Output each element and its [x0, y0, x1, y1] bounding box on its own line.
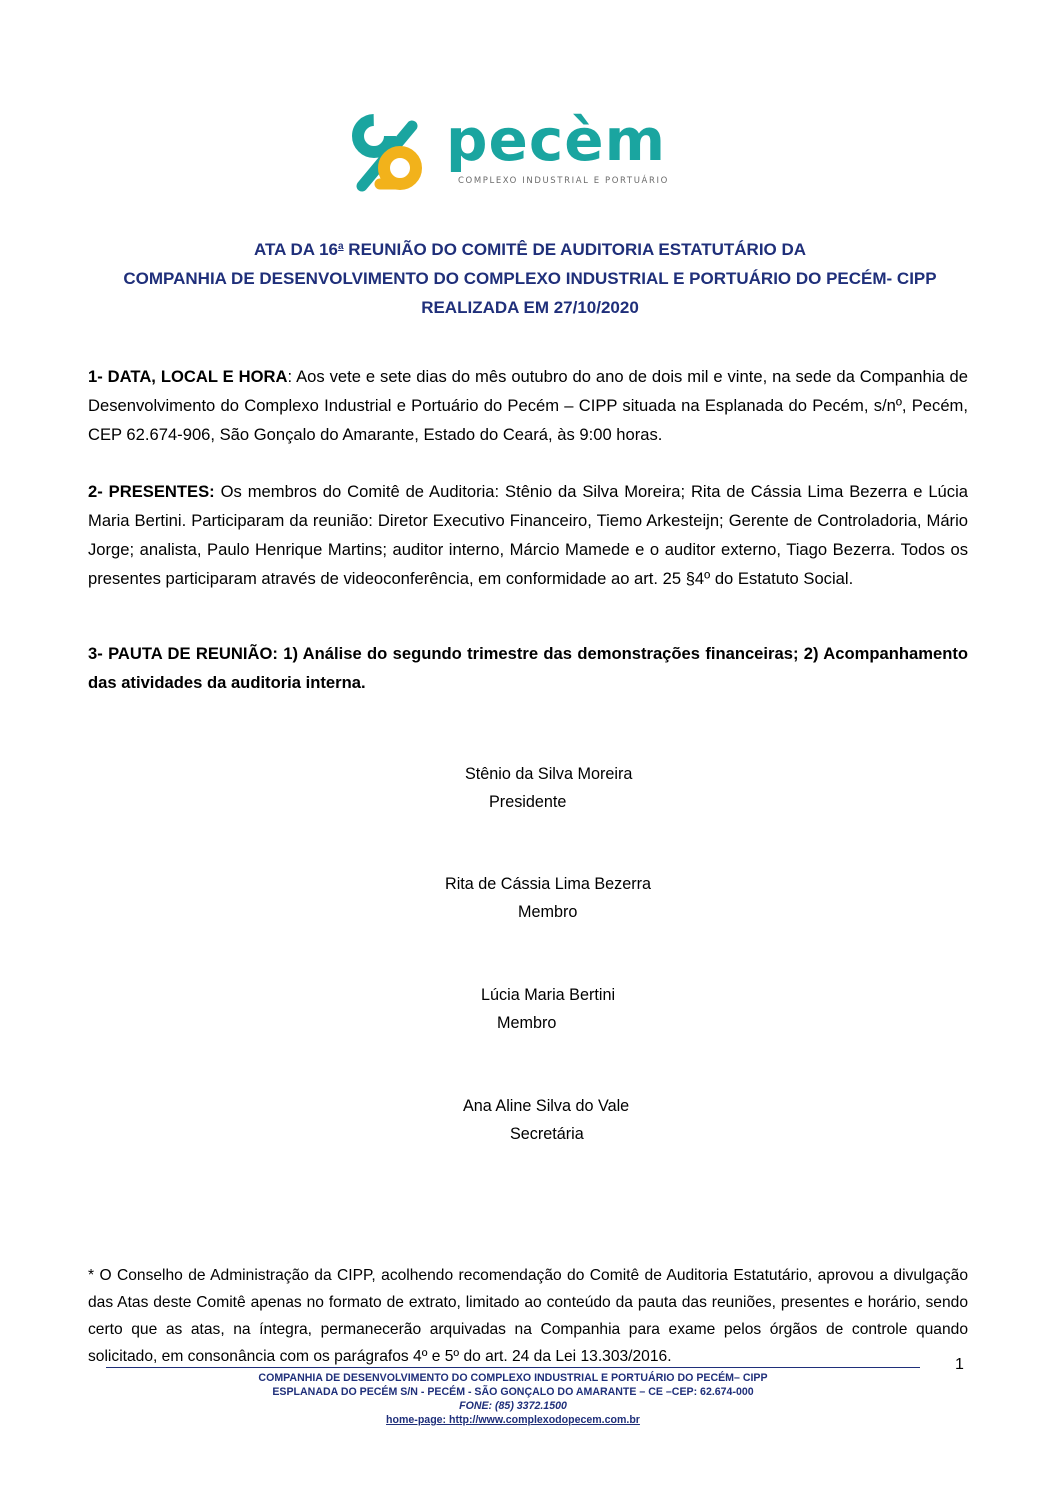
section-agenda: 3- PAUTA DE REUNIÃO: 1) Análise do segundo trimestre das demonstrações financeiras; 2) Acompanhamento das atividades da auditoria interna.	[88, 644, 968, 692]
section-date-location	[88, 362, 968, 449]
title-line-1	[80, 232, 980, 264]
footer	[106, 1371, 920, 1427]
title-line-3: REALIZADA EM 27/10/2020	[421, 298, 639, 317]
signature-name: Rita de Cássia Lima Bezerra	[445, 875, 652, 893]
logo-wordmark: pecèm	[446, 106, 667, 174]
section-2-text: Os membros do Comitê de Auditoria: Stênio da Silva Moreira; Rita de Cássia Lima Bezerra e Lúcia Maria Bertini. Participaram da reunião: Diretor Executivo Financeiro, Tiemo Arkesteijn; Gerente de Controladoria, Mário Jorge; analista, Paulo Henrique Martins; auditor interno, Márcio Mamede e o auditor externo, Tiago Bezerra. Todos os presentes participaram através de videoconferência, em conformidade ao art. 25 §4º do Estatuto Social.	[88, 482, 968, 588]
section-1-text: : Aos vete e sete dias do mês outubro do ano de dois mil e vinte, na sede da Companhia de Desenvolvimento do Complexo Industrial e Portuário do Pecém – CIPP situada na Esplanada do Pecém, s/nº, Pecém, CEP 62.674-906, São Gonçalo do Amarante, Estado do Ceará, às 9:00 horas.	[88, 367, 969, 444]
title-line-1-suffix: REUNIÃO DO COMITÊ DE AUDITORIA ESTATUTÁRIO DA	[343, 240, 807, 259]
footer-company: COMPANHIA DE DESENVOLVIMENTO DO COMPLEXO INDUSTRIAL E PORTUÁRIO DO PECÉM– CIPP	[258, 1372, 768, 1384]
section-1-label: 1- DATA, LOCAL E HORA	[88, 367, 288, 386]
page-number: 1	[955, 1356, 964, 1373]
signature-role: Membro	[497, 1014, 557, 1032]
title-ordinal: a	[338, 241, 344, 252]
footer-address: ESPLANADA DO PECÉM S/N - PECÉM - SÃO GONÇALO DO AMARANTE – CE –CEP: 62.674-000	[272, 1386, 754, 1398]
signature-name: Lúcia Maria Bertini	[481, 986, 616, 1004]
section-2-label: 2- PRESENTES:	[88, 482, 215, 501]
document-title	[80, 232, 980, 322]
section-attendees	[88, 477, 968, 593]
pecem-logo	[350, 106, 680, 198]
logo-subtitle: COMPLEXO INDUSTRIAL E PORTUÁRIO	[458, 176, 669, 186]
footer-homepage-link[interactable]: home-page: http://www.complexodopecem.com.br	[386, 1414, 640, 1426]
title-line-2: COMPANHIA DE DESENVOLVIMENTO DO COMPLEXO INDUSTRIAL E PORTUÁRIO DO PECÉM- CIPP	[123, 269, 937, 288]
footnote: * O Conselho de Administração da CIPP, acolhendo recomendação do Comitê de Auditoria Estatutário, aprovou a divulgação das Atas deste Comitê apenas no formato de extrato, limitado ao conteúdo da pauta das reuniões, presentes e horário, sendo certo que as atas, na íntegra, permanecerão arquivadas na Companhia para exame pelos órgãos de controle quando solicitado, em consonância com os parágrafos 4º e 5º do art. 24 da Lei 13.303/2016.	[88, 1267, 968, 1365]
footer-divider	[106, 1367, 920, 1368]
signature-role: Membro	[518, 903, 578, 921]
signature-role: Presidente	[489, 793, 567, 811]
signature-name: Stênio da Silva Moreira	[465, 765, 633, 783]
signature-role: Secretária	[510, 1125, 584, 1143]
footer-phone: FONE: (85) 3372.1500	[459, 1400, 567, 1412]
pecem-logo-mark-icon	[350, 112, 440, 198]
signature-name: Ana Aline Silva do Vale	[463, 1097, 630, 1115]
title-line-1-prefix: ATA DA 16	[253, 240, 339, 259]
